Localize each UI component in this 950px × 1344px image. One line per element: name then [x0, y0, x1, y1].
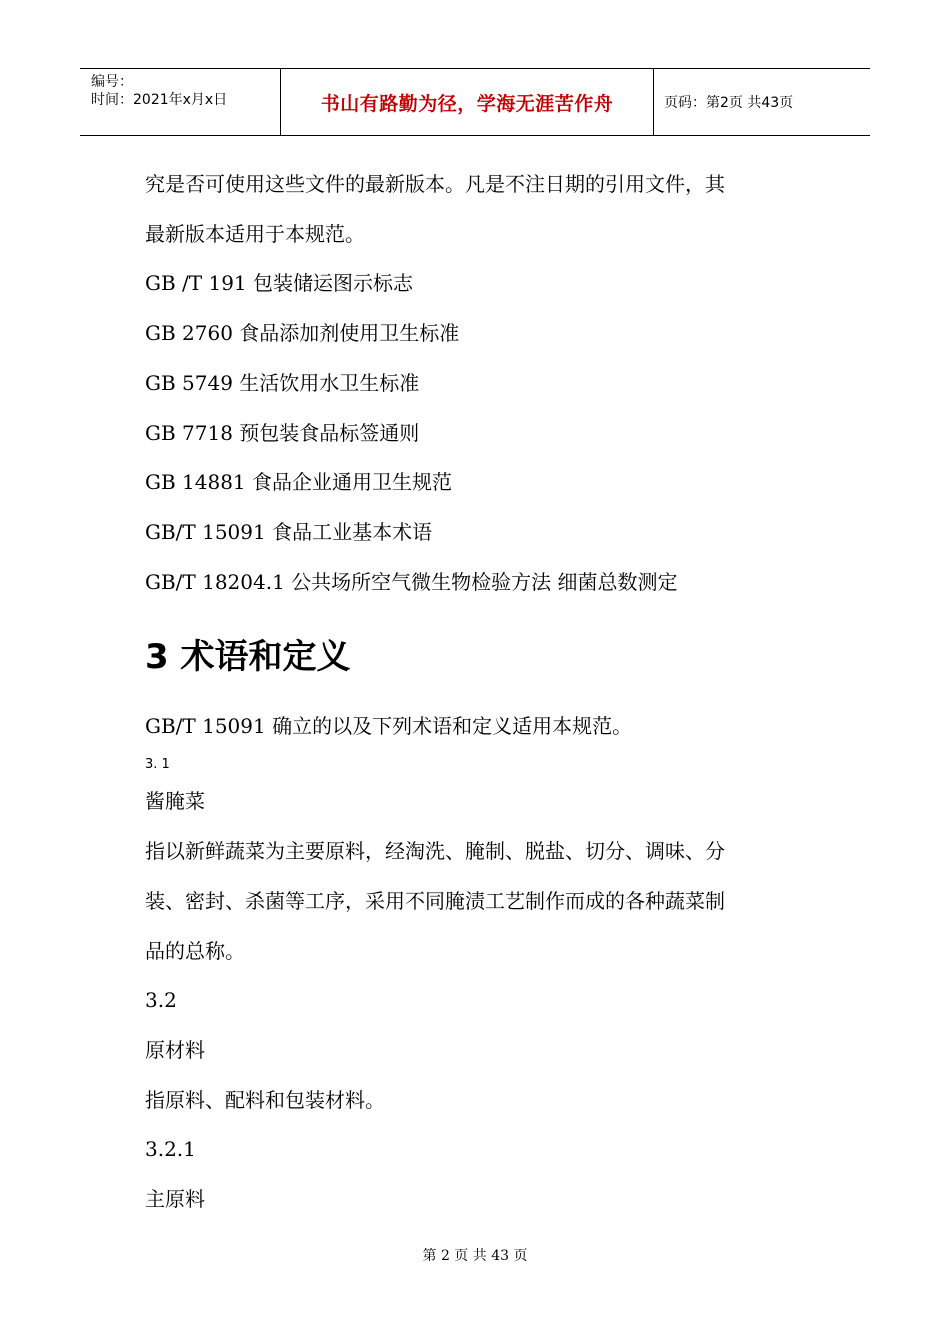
header-page-info: 页码：第2页 共43页 [664, 95, 794, 111]
page-footer: 第 2 页 共 43 页 [422, 1248, 528, 1264]
term-number: 3. 1 [145, 757, 170, 772]
term-name: 主原料 [145, 1187, 205, 1211]
section-intro: GB/T 15091 确立的以及下列术语和定义适用本规范。 [145, 714, 633, 738]
standard-ref: GB/T 15091 食品工业基本术语 [145, 520, 433, 544]
term-definition: 指原料、配料和包装材料。 [145, 1088, 385, 1112]
page-header [80, 68, 870, 136]
document-number-label: 编号： [91, 74, 133, 90]
standard-ref: GB 14881 食品企业通用卫生规范 [145, 470, 453, 494]
document-date: 时间：2021年x月x日 [91, 92, 228, 108]
section-heading: 3 术语和定义 [145, 637, 351, 677]
body-line: 最新版本适用于本规范。 [145, 222, 365, 246]
standard-ref: GB 7718 预包装食品标签通则 [145, 421, 420, 445]
term-number: 3.2 [145, 988, 177, 1012]
term-name: 酱腌菜 [145, 789, 205, 813]
term-definition: 装、密封、杀菌等工序，采用不同腌渍工艺制作而成的各种蔬菜制 [145, 889, 725, 913]
standard-ref: GB 5749 生活饮用水卫生标准 [145, 371, 420, 395]
header-motto: 书山有路勤为径，学海无涯苦作舟 [281, 69, 654, 135]
term-definition: 品的总称。 [145, 939, 245, 963]
standard-ref: GB /T 191 包装储运图示标志 [145, 271, 413, 295]
term-definition: 指以新鲜蔬菜为主要原料，经淘洗、腌制、脱盐、切分、调味、分 [145, 839, 725, 863]
standard-ref: GB/T 18204.1 公共场所空气微生物检验方法 细菌总数测定 [145, 570, 678, 594]
standard-ref: GB 2760 食品添加剂使用卫生标准 [145, 321, 460, 345]
header-meta [80, 69, 281, 135]
term-number: 3.2.1 [145, 1137, 196, 1161]
term-name: 原材料 [145, 1038, 205, 1062]
body-line: 究是否可使用这些文件的最新版本。凡是不注日期的引用文件，其 [145, 172, 725, 196]
